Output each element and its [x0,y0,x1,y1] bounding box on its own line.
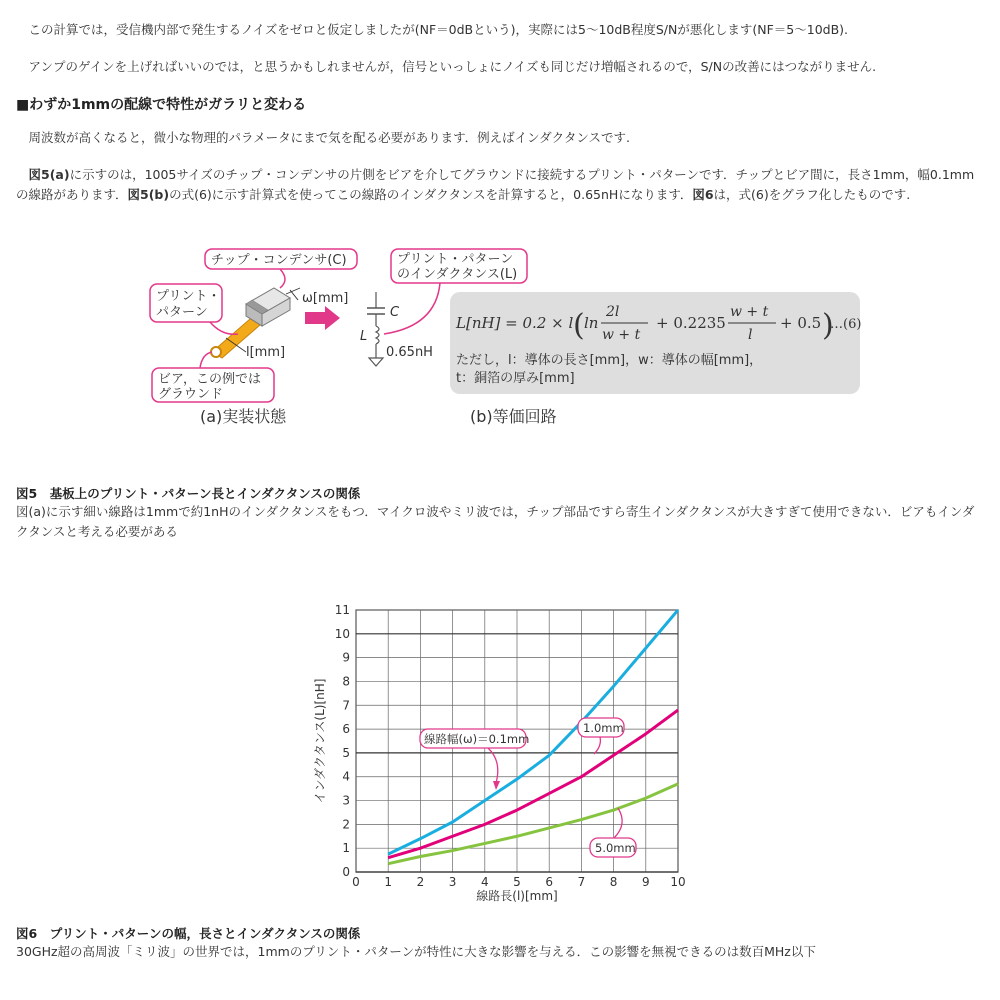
paragraph-fig5-text-c: は，式(6)をグラフ化したものです. [713,187,911,202]
formula-denominator-2: l [748,327,753,343]
y-tick-label: 4 [342,769,350,784]
x-tick-label: 8 [609,875,618,889]
paragraph-frequency: 周波数が高くなると，微小な物理的パラメータにまで気を配る必要があります．例えばインダクタンスです. [28,130,630,145]
formula-note-1: ただし，l：導体の長さ[mm]，w：導体の幅[mm]， [456,353,763,368]
inductor-value-label: 0.65nH [386,345,433,360]
ground-icon [369,358,383,366]
capacitor-c-label: C [390,305,400,320]
print-pattern-label-1: プリント・ [156,289,221,304]
section-heading: ■わずか1mmの配線で特性がガラリと変わる [16,97,307,113]
x-tick-label: 5 [513,875,521,889]
y-tick-label: 5 [342,745,350,760]
formula-numerator-2: w + t [730,304,769,320]
paragraph-nf: この計算では，受信機内部で発生するノイズをゼロと仮定しましたが(NF＝0dBという)，実際には5～10dB程度S/Nが悪化します(NF＝5～10dB). [28,22,849,37]
x-tick-label: 4 [480,875,489,889]
figure-5-caption-text: 図(a)に示す細い線路は1mmで約1nHのインダクタンスをもつ．マイクロ波やミリ波では，チップ部品ですら寄生インダクタンスが大きすぎて使用できない．ビアもインダクタンスと考える必要がある [16,504,975,539]
width-label: ω[mm] [302,291,349,306]
paragraph-amp-gain: アンプのゲインを上げればいいのでは，と思うかもしれませんが，信号といっしょにノイズも同じだけ増幅されるので，S/Nの改善にはつながりません. [28,59,877,74]
via-label-2: グラウンド [158,387,224,402]
figure-6-caption-title: 図6 プリント・パターンの幅，長さとインダクタンスの関係 [16,926,361,941]
figure-ref-5a[interactable]: 図5(a) [28,167,70,182]
y-tick-label: 9 [342,650,350,665]
y-tick-label: 10 [334,626,350,641]
x-tick-label: 3 [448,875,457,889]
y-tick-label: 3 [342,793,350,808]
y-tick-label: 11 [334,603,350,617]
figure-6-chart [310,596,700,906]
formula-note-2: t：銅箔の厚み[mm] [456,371,575,386]
arrow-icon [305,306,340,330]
y-tick-label: 0 [342,865,350,879]
subfigure-a-label: (a)実装状態 [200,407,287,426]
figure-6-caption-text: 30GHz超の高周波「ミリ波」の世界では，1mmのプリント・パターンが特性に大きな影響を与える．この影響を無視できるのは数百MHz以下 [16,944,816,959]
equivalent-circuit [360,292,433,366]
subfigure-b-label: (b)等価回路 [470,407,557,426]
formula-denominator-1: w + t [602,327,641,343]
length-label: l[mm] [246,345,286,360]
chip-capacitor-label: チップ・コンデンサ(C) [211,253,347,268]
y-axis-label: インダクタンス(L)[nH] [313,678,327,804]
formula-tail: + 0.5 [780,314,822,332]
legend-series-0: 線路幅(ω)＝0.1mm [424,732,530,746]
formula-numerator-1: 2l [606,304,620,320]
figure-5-caption-title: 図5 基板上のプリント・パターン長とインダクタンスの関係 [16,486,361,501]
paragraph-fig5-description [16,165,982,205]
x-tick-label: 1 [384,875,393,889]
svg-text:(: ( [573,308,585,343]
via-label-1: ビア，この例では [158,372,261,387]
formula-lhs: L[nH] = 0.2 × l [456,314,574,332]
x-tick-label: 0 [352,875,360,889]
inductor-l-label: L [360,329,368,344]
x-tick-label: 9 [641,875,650,889]
pattern-inductance-label-1: プリント・パターン [397,252,514,267]
legend-series-1: 1.0mm [583,721,624,735]
x-tick-label: 10 [670,875,686,889]
legend-series-2: 5.0mm [595,841,636,855]
formula-ln: ln [584,314,599,332]
via-icon [211,347,221,357]
formula-plus-coefficient: + 0.2235 [656,314,726,332]
y-tick-label: 8 [342,674,350,689]
figure-ref-5b[interactable]: 図5(b) [127,187,170,202]
inductor-icon [376,326,379,344]
formula-equation-number: …(6) [830,317,862,332]
x-tick-label: 7 [577,875,586,889]
x-tick-label: 6 [545,875,554,889]
x-axis-label: 線路長(l)[mm] [476,889,558,903]
figure-5 [140,240,870,435]
y-tick-label: 2 [342,817,350,832]
x-tick-label: 2 [416,875,425,889]
pattern-inductance-label-2: のインダクタンス(L) [397,267,518,282]
y-tick-label: 7 [342,698,350,713]
paragraph-fig5-text-b: の式(6)に示す計算式を使ってこの線路のインダクタンスを計算すると，0.65nHになります． [169,187,693,202]
figure-ref-6[interactable]: 図6 [692,187,714,202]
svg-text:): ) [822,308,834,343]
y-tick-label: 1 [342,841,350,856]
print-pattern-label-2: パターン [156,305,208,320]
y-tick-label: 6 [342,722,350,737]
paragraph-fig5-text-a: に示すのは，1005サイズのチップ・コンデンサの片側をビアを介してグラウンドに接続するプリント・パターンです．チップとビア間に，長さ1mm，幅0.1mmの線路があります． [16,167,975,202]
